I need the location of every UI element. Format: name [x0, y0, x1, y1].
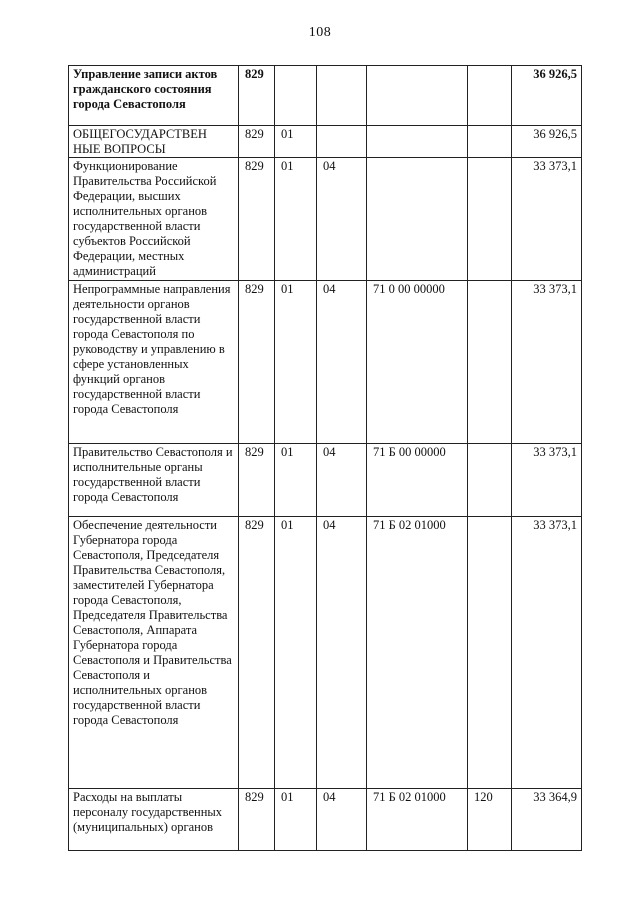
cell-vr: [468, 517, 512, 789]
cell-csr: [367, 126, 468, 158]
cell-vr: [468, 126, 512, 158]
cell-csr: 71 Б 02 01000: [367, 517, 468, 789]
cell-ved: 829: [239, 158, 275, 281]
cell-pr: 04: [317, 789, 367, 851]
cell-sum: 33 373,1: [512, 517, 582, 789]
cell-ved: 829: [239, 789, 275, 851]
cell-name: Обеспечение деятельности Губернатора города Севастополя, Председателя Правительства Севастополя, заместителей Губернатора города Севастополя, Председателя Правительства Севастополя, Аппарата Губернатора города Севастополя и Правительства Севастополя и исполнительных органов государственной власти города Севастополя: [69, 517, 239, 789]
cell-sum: 33 373,1: [512, 158, 582, 281]
cell-pr: 04: [317, 158, 367, 281]
cell-ved: 829: [239, 126, 275, 158]
table-row: [69, 66, 582, 126]
table-row: [69, 444, 582, 517]
cell-sum: 33 364,9: [512, 789, 582, 851]
cell-csr: 71 0 00 00000: [367, 281, 468, 444]
cell-csr: [367, 66, 468, 126]
table-row: [69, 789, 582, 851]
cell-rz: 01: [275, 517, 317, 789]
cell-pr: [317, 126, 367, 158]
cell-vr: [468, 158, 512, 281]
cell-pr: 04: [317, 444, 367, 517]
cell-sum: 33 373,1: [512, 281, 582, 444]
cell-ved: 829: [239, 444, 275, 517]
cell-csr: [367, 158, 468, 281]
page-number: 108: [308, 25, 332, 40]
cell-rz: 01: [275, 789, 317, 851]
cell-vr: [468, 281, 512, 444]
cell-name: Правительство Севастополя и исполнительные органы государственной власти города Севастополя: [69, 444, 239, 517]
table-row: [69, 158, 582, 281]
cell-name: Расходы на выплаты персоналу государственных (муниципальных) органов: [69, 789, 239, 851]
cell-ved: 829: [239, 517, 275, 789]
cell-sum: 33 373,1: [512, 444, 582, 517]
cell-rz: 01: [275, 281, 317, 444]
cell-rz: 01: [275, 444, 317, 517]
cell-rz: [275, 66, 317, 126]
cell-pr: 04: [317, 281, 367, 444]
cell-ved: 829: [239, 66, 275, 126]
cell-pr: [317, 66, 367, 126]
budget-table: [68, 65, 582, 851]
cell-ved: 829: [239, 281, 275, 444]
table-row: [69, 517, 582, 789]
cell-csr: 71 Б 00 00000: [367, 444, 468, 517]
cell-rz: 01: [275, 158, 317, 281]
cell-rz: 01: [275, 126, 317, 158]
cell-name: Функционирование Правительства Российской Федерации, высших исполнительных органов государственной власти субъектов Российской Федерации, местных администраций: [69, 158, 239, 281]
cell-pr: 04: [317, 517, 367, 789]
cell-vr: 120: [468, 789, 512, 851]
cell-name: Управление записи актов гражданского состояния города Севастополя: [69, 66, 239, 126]
cell-name: ОБЩЕГОСУДАРСТВЕН НЫЕ ВОПРОСЫ: [69, 126, 239, 158]
cell-vr: [468, 444, 512, 517]
cell-name: Непрограммные направления деятельности органов государственной власти города Севастополя по руководству и управлению в сфере установленных функций органов государственной власти города Севастополя: [69, 281, 239, 444]
table-row: [69, 281, 582, 444]
cell-csr: 71 Б 02 01000: [367, 789, 468, 851]
table-row: [69, 126, 582, 158]
cell-vr: [468, 66, 512, 126]
cell-sum: 36 926,5: [512, 126, 582, 158]
cell-sum: 36 926,5: [512, 66, 582, 126]
